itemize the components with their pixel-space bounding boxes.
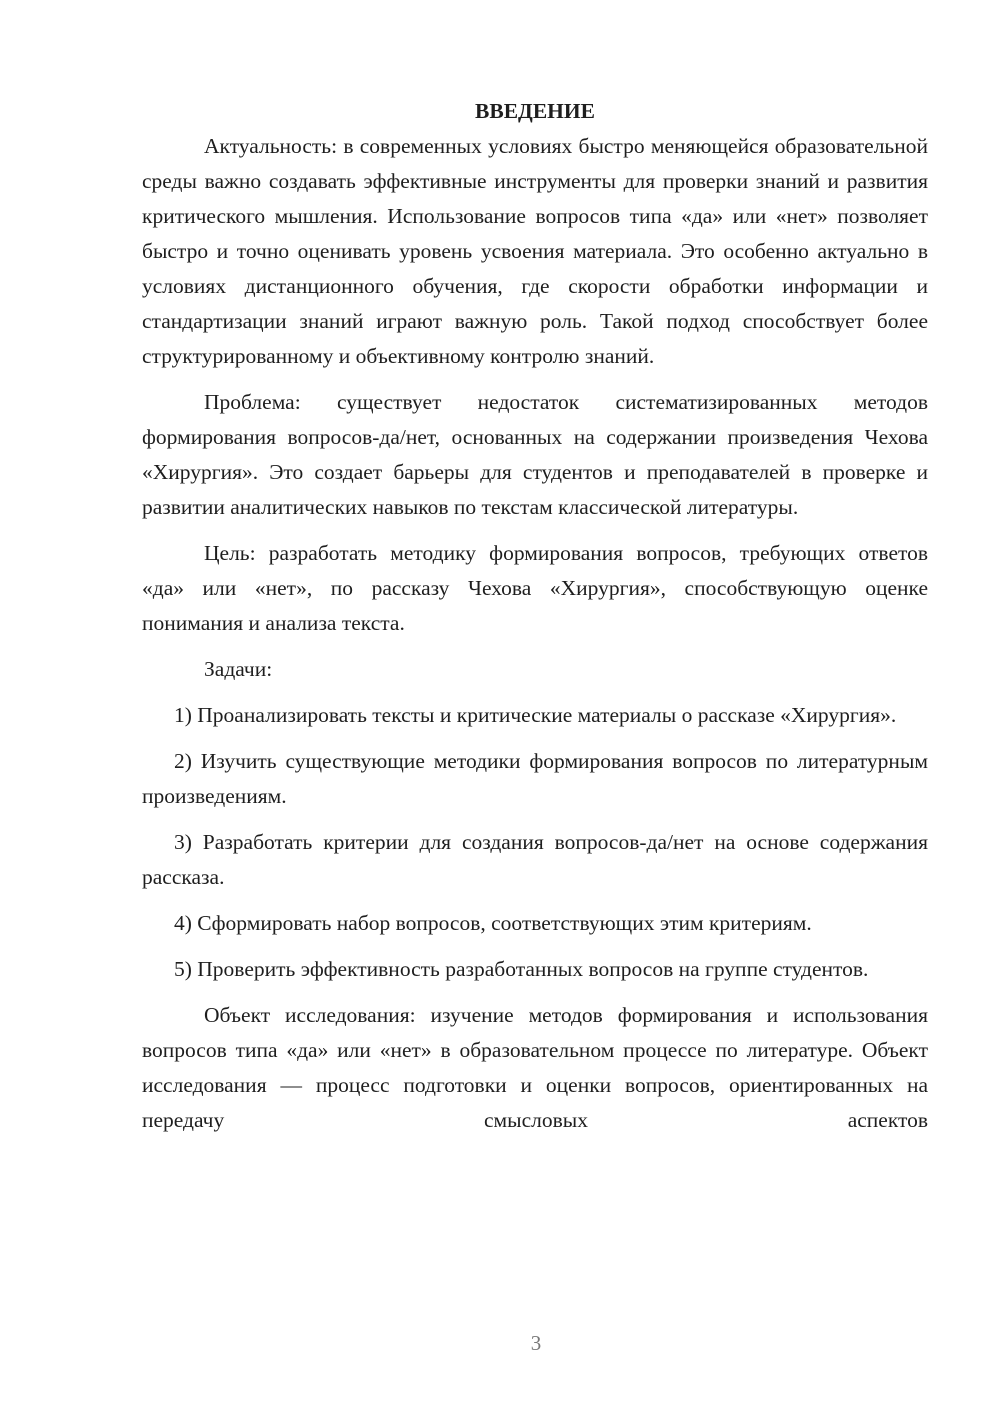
task-item-4: 4) Сформировать набор вопросов, соответствующих этим критериям. bbox=[174, 911, 812, 935]
section-heading: ВВЕДЕНИЕ bbox=[475, 99, 595, 123]
task-item-5: 5) Проверить эффективность разработанных вопросов на группе студентов. bbox=[174, 957, 869, 981]
page-number: 3 bbox=[530, 1331, 542, 1355]
task-item-2: 2) Изучить существующие методики формирования вопросов по литературным произведениям. bbox=[142, 749, 928, 808]
tasks-label: Задачи: bbox=[204, 657, 273, 681]
task-item-1: 1) Проанализировать тексты и критические материалы о рассказе «Хирургия». bbox=[174, 703, 897, 727]
page-content bbox=[142, 92, 928, 1138]
paragraph-goal: Цель: разработать методику формирования вопросов, требующих ответов «да» или «нет», по рассказу Чехова «Хирургия», способствующую оценке понимания и анализа текста. bbox=[142, 541, 928, 635]
paragraph-problem: Проблема: существует недостаток систематизированных методов формирования вопросов-да/нет, основанных на содержании произведения Чехова «Хирургия». Это создает барьеры для студентов и преподавателей в проверке и развитии аналитических навыков по текстам классической литературы. bbox=[142, 390, 928, 519]
paragraph-relevance: Актуальность: в современных условиях быстро меняющейся образовательной среды важно создавать эффективные инструменты для проверки знаний и развития критического мышления. Использование вопросов типа «да» или «нет» позволяет быстро и точно оценивать уровень усвоения материала. Это особенно актуально в условиях дистанционного обучения, где скорости обработки информации и стандартизации знаний играют важную роль. Такой подход способствует более структурированному и объективному контролю знаний. bbox=[142, 134, 928, 368]
paragraph-object: Объект исследования: изучение методов формирования и использования вопросов типа «да» или «нет» в образовательном процессе по литературе. Объект исследования — процесс подготовки и оценки вопросов, ориентированных на передачу смысловых аспектов bbox=[142, 1003, 928, 1132]
task-item-3: 3) Разработать критерии для создания вопросов-да/нет на основе содержания рассказа. bbox=[142, 830, 928, 889]
